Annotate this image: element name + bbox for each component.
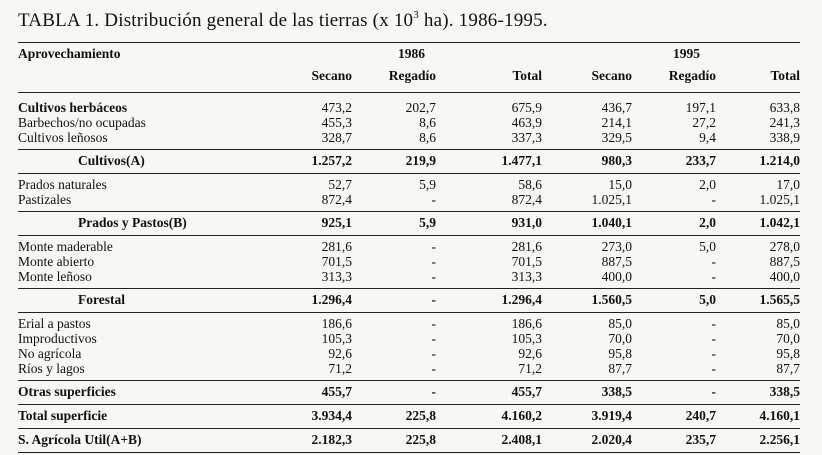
cell-regadio-1986: 8,6 xyxy=(419,115,436,130)
subtotal-row xyxy=(18,153,800,171)
cell-secano-1995: 70,0 xyxy=(608,331,632,346)
cell-regadio-1986: - xyxy=(431,192,436,207)
cell-total-1995: 85,0 xyxy=(776,316,800,331)
row-label: Barbechos/no ocupadas xyxy=(18,115,146,130)
total-row xyxy=(18,432,800,450)
cell-regadio-1986: - xyxy=(431,292,436,307)
cell-total-1986: 105,3 xyxy=(511,331,542,346)
cell-regadio-1995: 27,2 xyxy=(692,115,716,130)
cell-secano-1995: 3.919,4 xyxy=(591,408,632,423)
table-row xyxy=(18,346,800,361)
cell-regadio-1986: - xyxy=(431,331,436,346)
cell-secano-1986: 2.182,3 xyxy=(311,432,352,447)
cell-regadio-1995: 5,0 xyxy=(699,239,716,254)
cell-total-1986: 92,6 xyxy=(518,346,542,361)
cell-total-1986: 1.477,1 xyxy=(501,153,542,168)
table-row xyxy=(18,316,800,331)
cell-secano-1986: 701,5 xyxy=(321,254,352,269)
column-header-secano-1995: Secano xyxy=(591,68,632,83)
column-header-total-1986: Total xyxy=(512,68,542,83)
table-row xyxy=(18,177,800,192)
cell-secano-1986: 105,3 xyxy=(321,331,352,346)
cell-total-1986: 313,3 xyxy=(511,269,542,284)
row-label: Cultivos herbáceos xyxy=(18,100,128,115)
table-row xyxy=(18,192,800,207)
cell-secano-1995: 85,0 xyxy=(608,316,632,331)
total-row xyxy=(18,408,800,426)
cell-secano-1995: 400,0 xyxy=(601,269,632,284)
row-label: Pastizales xyxy=(18,192,72,207)
cell-regadio-1995: 9,4 xyxy=(699,130,716,145)
header-row-years xyxy=(18,46,800,68)
table-row xyxy=(18,254,800,269)
cell-regadio-1986: 8,6 xyxy=(419,130,436,145)
cell-total-1986: 931,0 xyxy=(511,215,542,230)
cell-total-1986: 455,7 xyxy=(511,384,542,399)
cell-regadio-1986: - xyxy=(431,346,436,361)
cell-regadio-1995: - xyxy=(711,384,716,399)
cell-total-1995: 241,3 xyxy=(769,115,800,130)
cell-regadio-1986: - xyxy=(431,384,436,399)
cell-regadio-1986: - xyxy=(431,239,436,254)
table-row xyxy=(18,239,800,254)
cell-total-1995: 95,8 xyxy=(776,346,800,361)
row-label: Ríos y lagos xyxy=(18,361,85,376)
cell-total-1995: 400,0 xyxy=(769,269,800,284)
column-header-regadio-1986: Regadío xyxy=(388,68,436,83)
row-label: Forestal xyxy=(78,292,125,307)
table-row xyxy=(18,331,800,346)
cell-total-1986: 1.296,4 xyxy=(501,292,542,307)
cell-regadio-1995: 197,1 xyxy=(685,100,716,115)
cell-regadio-1995: 2,0 xyxy=(699,215,716,230)
cell-secano-1995: 273,0 xyxy=(601,239,632,254)
cell-secano-1995: 1.025,1 xyxy=(591,192,632,207)
cell-regadio-1995: - xyxy=(711,192,716,207)
cell-regadio-1995: - xyxy=(711,346,716,361)
cell-regadio-1995: 5,0 xyxy=(699,292,716,307)
cell-total-1995: 338,9 xyxy=(769,130,800,145)
cell-regadio-1995: 235,7 xyxy=(685,432,716,447)
cell-total-1995: 2.256,1 xyxy=(759,432,800,447)
cell-total-1995: 1.214,0 xyxy=(759,153,800,168)
table-row xyxy=(18,361,800,376)
cell-secano-1995: 1.560,5 xyxy=(591,292,632,307)
cell-secano-1986: 186,6 xyxy=(321,316,352,331)
cell-total-1995: 278,0 xyxy=(769,239,800,254)
row-label: Improductivos xyxy=(18,331,97,346)
cell-total-1995: 70,0 xyxy=(776,331,800,346)
cell-secano-1995: 338,5 xyxy=(601,384,632,399)
table-row xyxy=(18,100,800,115)
column-header-secano-1986: Secano xyxy=(311,68,352,83)
column-header-regadio-1995: Regadío xyxy=(668,68,716,83)
cell-total-1995: 17,0 xyxy=(776,177,800,192)
cell-regadio-1986: 202,7 xyxy=(405,100,436,115)
cell-regadio-1995: - xyxy=(711,331,716,346)
cell-total-1986: 58,6 xyxy=(518,177,542,192)
row-label: Cultivos(A) xyxy=(78,153,145,168)
year-header-1986: 1986 xyxy=(398,46,425,61)
cell-total-1986: 71,2 xyxy=(518,361,542,376)
table-title: TABLA 1. Distribución general de las tierras (x $10^3$ ha). 1986-1995. xyxy=(18,9,548,31)
cell-secano-1995: 329,5 xyxy=(601,130,632,145)
cell-total-1995: 338,5 xyxy=(769,384,800,399)
cell-secano-1995: 214,1 xyxy=(601,115,632,130)
column-header-total-1995: Total xyxy=(770,68,800,83)
row-label: Otras superficies xyxy=(18,384,116,399)
row-label: Prados y Pastos(B) xyxy=(78,215,187,230)
cell-secano-1986: 1.296,4 xyxy=(311,292,352,307)
cell-secano-1986: 71,2 xyxy=(328,361,352,376)
subtotal-row xyxy=(18,384,800,402)
cell-secano-1986: 92,6 xyxy=(328,346,352,361)
cell-regadio-1986: 219,9 xyxy=(405,153,436,168)
cell-regadio-1986: 225,8 xyxy=(405,432,436,447)
cell-regadio-1986: - xyxy=(431,254,436,269)
cell-secano-1995: 2.020,4 xyxy=(591,432,632,447)
cell-regadio-1995: - xyxy=(711,316,716,331)
cell-total-1986: 186,6 xyxy=(511,316,542,331)
cell-secano-1995: 87,7 xyxy=(608,361,632,376)
cell-regadio-1995: 2,0 xyxy=(699,177,716,192)
row-label: Total superficie xyxy=(18,408,108,423)
cell-regadio-1995: - xyxy=(711,269,716,284)
cell-regadio-1986: - xyxy=(431,361,436,376)
cell-total-1986: 675,9 xyxy=(511,100,542,115)
cell-regadio-1986: 225,8 xyxy=(405,408,436,423)
year-header-1995: 1995 xyxy=(673,46,700,61)
cell-total-1986: 872,4 xyxy=(511,192,542,207)
cell-secano-1986: 1.257,2 xyxy=(311,153,352,168)
cell-secano-1986: 313,3 xyxy=(321,269,352,284)
cell-secano-1986: 872,4 xyxy=(321,192,352,207)
cell-secano-1986: 925,1 xyxy=(321,215,352,230)
cell-secano-1995: 95,8 xyxy=(608,346,632,361)
subtotal-row xyxy=(18,215,800,233)
cell-total-1986: 463,9 xyxy=(511,115,542,130)
cell-regadio-1986: - xyxy=(431,269,436,284)
cell-secano-1986: 52,7 xyxy=(328,177,352,192)
cell-secano-1995: 436,7 xyxy=(601,100,632,115)
cell-total-1986: 4.160,2 xyxy=(501,408,542,423)
column-header-aprovechamiento: Aprovechamiento xyxy=(18,46,121,61)
cell-total-1986: 337,3 xyxy=(511,130,542,145)
row-label: No agrícola xyxy=(18,346,82,361)
cell-secano-1986: 328,7 xyxy=(321,130,352,145)
cell-total-1995: 1.042,1 xyxy=(759,215,800,230)
row-label: Cultivos leñosos xyxy=(18,130,108,145)
cell-total-1995: 887,5 xyxy=(769,254,800,269)
cell-total-1986: 281,6 xyxy=(511,239,542,254)
cell-total-1986: 701,5 xyxy=(511,254,542,269)
table-row xyxy=(18,130,800,145)
cell-regadio-1995: - xyxy=(711,254,716,269)
cell-regadio-1986: - xyxy=(431,316,436,331)
cell-total-1995: 4.160,1 xyxy=(759,408,800,423)
cell-total-1986: 2.408,1 xyxy=(501,432,542,447)
cell-regadio-1995: 240,7 xyxy=(685,408,716,423)
cell-regadio-1995: - xyxy=(711,361,716,376)
cell-regadio-1986: 5,9 xyxy=(419,177,436,192)
cell-total-1995: 633,8 xyxy=(769,100,800,115)
row-label: Monte maderable xyxy=(18,239,113,254)
cell-secano-1995: 980,3 xyxy=(601,153,632,168)
cell-regadio-1986: 5,9 xyxy=(419,215,436,230)
row-label: S. Agrícola Util(A+B) xyxy=(18,432,142,447)
row-label: Erial a pastos xyxy=(18,316,91,331)
cell-secano-1986: 473,2 xyxy=(321,100,352,115)
cell-secano-1986: 455,7 xyxy=(321,384,352,399)
cell-secano-1995: 1.040,1 xyxy=(591,215,632,230)
row-label: Monte leñoso xyxy=(18,269,92,284)
cell-secano-1986: 281,6 xyxy=(321,239,352,254)
row-label: Monte abierto xyxy=(18,254,95,269)
cell-secano-1986: 455,3 xyxy=(321,115,352,130)
cell-total-1995: 1.025,1 xyxy=(759,192,800,207)
cell-secano-1995: 887,5 xyxy=(601,254,632,269)
table-row xyxy=(18,115,800,130)
land-distribution-table xyxy=(18,42,800,454)
row-label: Prados naturales xyxy=(18,177,107,192)
cell-total-1995: 87,7 xyxy=(776,361,800,376)
cell-secano-1986: 3.934,4 xyxy=(311,408,352,423)
table-row xyxy=(18,269,800,284)
cell-regadio-1995: 233,7 xyxy=(685,153,716,168)
subtotal-row xyxy=(18,292,800,310)
cell-secano-1995: 15,0 xyxy=(608,177,632,192)
cell-total-1995: 1.565,5 xyxy=(759,292,800,307)
